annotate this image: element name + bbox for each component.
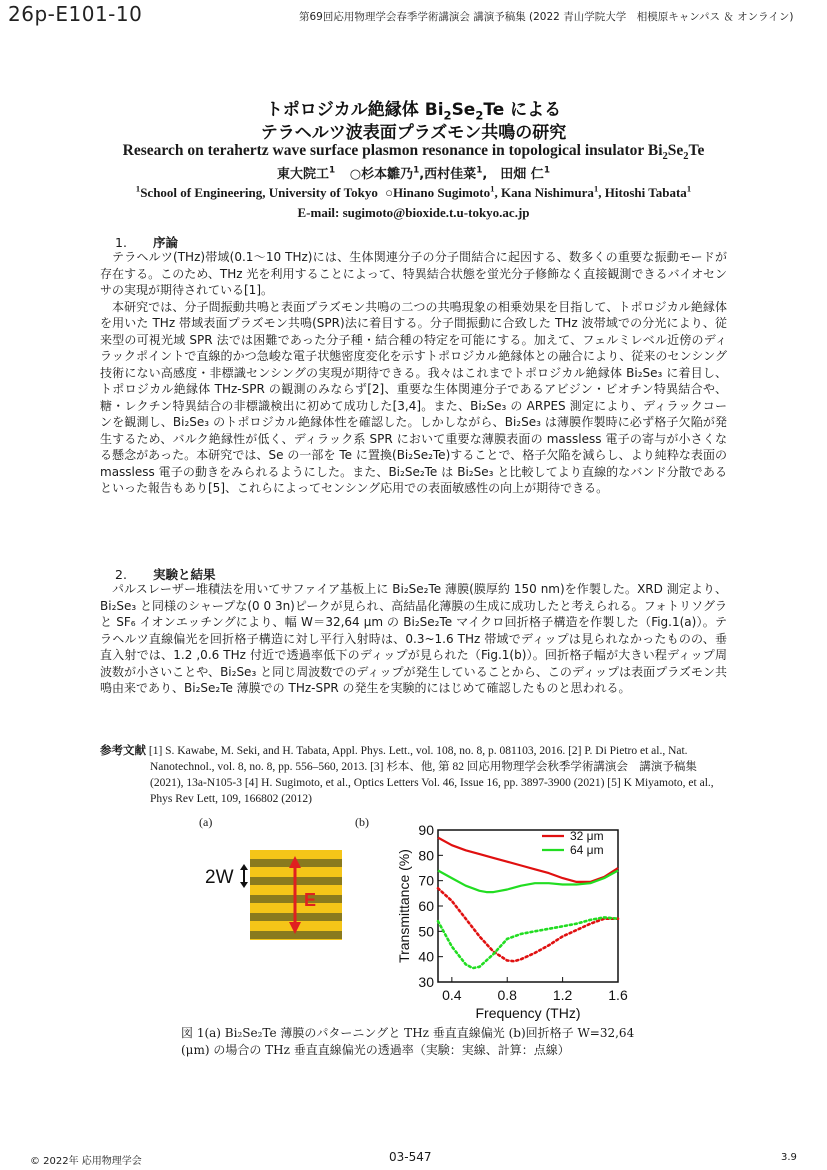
title-jp-line2: テラヘルツ波表面プラズモン共鳴の研究 bbox=[260, 123, 567, 143]
figure-caption: 図 1(a) Bi₂Se₂Te 薄膜のパターニングと THz 垂直直線偏光 (b)回折格子 W=32,64 (μm) の場合の THz 垂直直線偏光の透過率（実験：実線、計算：点線） bbox=[181, 1026, 635, 1057]
section-heading-intro: 1. 序論 bbox=[115, 235, 179, 250]
authors-jp: 東大院工$^1$ ○杉本雛乃$^1$,西村佳菜$^1$, 田畑 仁$^1$ bbox=[277, 165, 550, 182]
x-tick-label: 0.8 bbox=[497, 987, 517, 1003]
title-jp-line1: トポロジカル絶縁体 $Bi_2Se_2Te$ による bbox=[265, 100, 562, 123]
intro-body bbox=[100, 249, 727, 497]
y-tick-label: 60 bbox=[418, 898, 434, 914]
y-tick-label: 80 bbox=[418, 847, 434, 864]
grating-width-marker bbox=[205, 864, 248, 888]
intro-paragraph-2: 本研究では、分子間振動共鳴と表面プラズモン共鳴の二つの共鳴現象の相乗効果を目指して、トポロジカル絶縁体を用いた THz 帯域表面プラズモン共鳴(SPR)法に着目する。分子間振動に合致した THz 波帯域での分光により、従来型の可視光域 SPR 法では困難であった分子種・結合種の特定を可能にする。加えて、フェルミレベル近傍のディラックポイントで直線的かつ急峻な電子状態密度変化を示すトポロジカル絶縁体との融合により、従来のセンシング技術にない高感度・非標識センシングの実現が期待できる。我々はこれまでトポロジカル絶縁体 Bi₂Se₃ に着目し、トポロジカル絶縁体 THz-SPR の観測のみならず[2]、重要な生体関連分子であるアビジン・ビオチン特異結合や、糖・レクチン特異結合の非標識検出に初めて成功した[3,4]。また、Bi₂Se₃ の ARPES 測定により、ディラックコーンを観測し、Bi₂Se₃ のトポロジカル絶縁体性を確認した。しかしながら、Bi₂Se₃ は薄膜作製時に必ず格子欠陥が発生するため、バルク絶縁性が低く、ディラック系 SPR において重要な薄膜表面の massless 電子の寄与が小さくなる懸念があった。本研究では、Se の一部を Te に置換(Bi₂Se₂Te)することで、格子欠陥を減らし、より純粋な表面の massless 電子の動きをみられるようにした。また、Bi₂Se₂Te は Bi₂Se₃ と比較してより直線的なバンド分散であるといった報告もあり[5]、これらによってセンシング応用での表面敏感性の向上が期待できる。 bbox=[100, 299, 727, 495]
paper-id: 26p-E101-10 bbox=[8, 2, 143, 26]
x-tick-label: 0.4 bbox=[442, 987, 462, 1003]
references: 参考文献 [1] S. Kawabe, M. Seki, and H. Tabata, Appl. Phys. Lett., vol. 108, no. 8, p. 081103, 2016. [2] P. Di Pietro et al., Nat. Nanotechnol., vol. 8, no. 8, pp. 556–560, 2013. [3] 杉本、他, 第 82 回応用物理学会秋季学術講演会 講演予稿集 (2021), 13a-N105-3 [4] H. Sugimoto, et al., Optics Letters Vol. 46, Issue 16, pp. 3897-3900 (2021) [5] K Miyamoto, et al., Phys Rev Lett, 109, 166802 (2012) bbox=[100, 743, 714, 805]
y-tick-label: 70 bbox=[418, 872, 434, 889]
y-tick-label: 50 bbox=[418, 923, 434, 940]
figure-1 bbox=[195, 812, 635, 1024]
y-tick-label: 40 bbox=[418, 948, 434, 965]
y-tick-label: 30 bbox=[418, 974, 434, 990]
footer-page: 03-547 bbox=[389, 1150, 432, 1164]
x-tick-label: 1.2 bbox=[552, 987, 573, 1003]
x-axis-label: Frequency (THz) bbox=[475, 1005, 581, 1021]
legend-label: 64 μm bbox=[570, 843, 604, 857]
footer-copyright: © 2022年 応用物理学会 bbox=[30, 1156, 142, 1167]
series-line-2 bbox=[438, 888, 618, 961]
e-field-label: E bbox=[304, 890, 317, 910]
intro-paragraph-1: テラヘルツ(THz)帯域(0.1～10 THz)には、生体関連分子の分子間結合に起因する、数多くの重要な振動モードが存在する。このため、THz 光を利用することによって、特異結合状態を蛍光分子修飾なく直接観測できるバイオセンサの実現が期待されている[1]。 bbox=[100, 250, 727, 297]
conference-header: 第69回応用物理学会春季学術講演会 講演予稿集 (2022 青山学院大学 相模原キャンパス ＆ オンライン) bbox=[299, 11, 794, 23]
legend-label: 32 μm bbox=[570, 829, 604, 843]
results-paragraph-1: パルスレーザー堆積法を用いてサファイア基板上に Bi₂Se₂Te 薄膜(膜厚約 150 nm)を作製した。XRD 測定より、Bi₂Se₃ と同様のシャープな(0 0 3n)ピークが見られ、高結晶化薄膜の生成に成功したと考えられる。フォトリソグラと SF₆ イオンエッチングにより、幅 W＝32,64 μm の Bi₂Se₂Te マイクロ回折格子構造を作製した（Fig.1(a)）。テラヘルツ直線偏光を回折格子構造に対し平行入射時は、0.3~1.6 THz 帯域でディップは見られなかったものの、垂直入射では、1.2 ,0.6 THz 付近で透過率低下のディップが見られた（Fig.1(b)）。回折格子幅が大きい程ディップ周波数が小さいことや、Bi₂Se₃ と同じ周波数でのディップが発生していることから、このディップは表面プラズモン共鳴由来であり、Bi₂Se₂Te 薄膜での THz-SPR の発生を実験的にはじめて確認したものと思われる。 bbox=[100, 582, 727, 695]
figure-label-a: (a) bbox=[199, 815, 213, 829]
title-en: Research on terahertz wave surface plasmon resonance in topological insulator $Bi_2Se_2Te$ bbox=[122, 142, 705, 163]
grating-stripe bbox=[250, 931, 342, 939]
section-heading-results: 2. 実験と結果 bbox=[115, 567, 216, 582]
authors-en: $^1$School of Engineering, University of Tokyo ○Hinano Sugimoto$^1$, Kana Nishimura$^1$, Hitoshi Tabata$^1$ bbox=[135, 183, 692, 200]
grating-diagram bbox=[250, 850, 342, 940]
series-line-3 bbox=[438, 917, 618, 968]
figure-label-b: (b) bbox=[355, 815, 369, 829]
grating-width-label: 2W bbox=[205, 867, 234, 888]
transmittance-chart bbox=[396, 822, 628, 1021]
footer-number: 3.9 bbox=[781, 1152, 797, 1163]
x-tick-label: 1.6 bbox=[608, 987, 628, 1003]
email: E-mail: sugimoto@bioxide.t.u-tokyo.ac.jp bbox=[297, 205, 530, 220]
y-tick-label: 90 bbox=[418, 822, 434, 838]
results-body bbox=[100, 581, 727, 697]
y-axis-label: Transmittance (%) bbox=[396, 849, 412, 963]
